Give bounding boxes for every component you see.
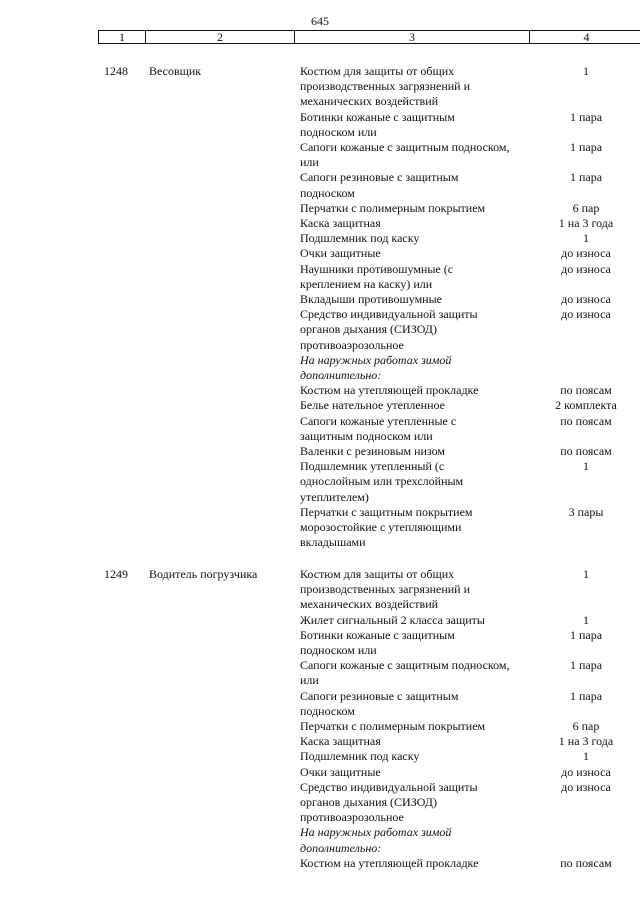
item-row — [0, 246, 640, 261]
item-name: Подшлемник утепленный (с однослойным или трехслойным утеплителем) — [300, 459, 464, 504]
column-header-row — [98, 30, 640, 44]
item-row — [0, 825, 640, 855]
item-name: Очки защитные — [300, 764, 381, 779]
item-quantity: 1 — [583, 64, 589, 78]
item-quantity: 1 пара — [569, 170, 603, 185]
item-name: Сапоги кожаные утепленные с защитным подноском или — [300, 413, 457, 443]
item-row — [0, 734, 640, 749]
item-row — [0, 307, 640, 353]
item-quantity: до износа — [561, 246, 611, 261]
column-header-1: 1 — [119, 30, 125, 44]
section-note: На наружных работах зимой дополнительно: — [300, 825, 452, 855]
entry-job-title: Весовщик — [149, 64, 202, 78]
item-quantity: 1 на 3 года — [558, 216, 614, 231]
item-row — [0, 613, 640, 628]
item-name: Сапоги резиновые с защитным подноском — [300, 170, 459, 200]
item-quantity: 6 пар — [572, 200, 600, 215]
column-header-3: 3 — [409, 30, 415, 44]
item-name: Очки защитные — [300, 246, 381, 261]
item-quantity: 1 — [583, 567, 589, 581]
item-name: Жилет сигнальный 2 класса защиты — [300, 612, 485, 627]
section-note: На наружных работах зимой дополнительно: — [300, 352, 452, 383]
item-quantity: до износа — [561, 779, 611, 794]
item-row — [0, 765, 640, 780]
item-name: Каска защитная — [300, 734, 381, 749]
item-row — [0, 749, 640, 764]
item-name: Средство индивидуальной защиты органов дыхания (СИЗОД) противоаэрозольное — [300, 307, 478, 352]
item-row — [0, 262, 640, 292]
item-name: Перчатки с полимерным покрытием — [300, 719, 486, 734]
item-row — [0, 459, 640, 505]
item-name: Сапоги кожаные с защитным подноском, или — [300, 658, 510, 688]
item-name: Костюм на утепляющей прокладке — [300, 383, 479, 398]
item-quantity: до износа — [561, 764, 611, 779]
item-name: Каска защитная — [300, 216, 381, 231]
item-quantity: до износа — [561, 307, 611, 322]
item-row — [0, 216, 640, 231]
item-row — [0, 353, 640, 383]
item-name: Ботинки кожаные с защитным подноском или — [300, 627, 455, 658]
item-quantity: 1 — [583, 459, 589, 474]
item-quantity: 1 пара — [569, 658, 603, 673]
item-name: Костюм на утепляющей прокладке — [300, 855, 479, 870]
item-quantity: 6 пар — [572, 719, 600, 734]
entry-job-title: Водитель погрузчика — [149, 567, 258, 581]
item-row — [0, 231, 640, 246]
item-row — [0, 628, 640, 658]
item-quantity: до износа — [561, 292, 611, 307]
item-name: Валенки с резиновым низом — [300, 444, 446, 459]
item-row — [0, 567, 640, 613]
item-row — [0, 292, 640, 307]
item-name: Средство индивидуальной защиты органов дыхания (СИЗОД) противоаэрозольное — [300, 779, 478, 825]
item-name: Костюм для защиты от общих производственных загрязнений и механических воздействий — [300, 64, 471, 109]
item-quantity: по поясам — [560, 413, 612, 428]
item-name: Сапоги кожаные с защитным подноском, или — [300, 140, 510, 170]
column-header-2: 2 — [217, 30, 223, 44]
item-row — [0, 719, 640, 734]
item-name: Костюм для защиты от общих производственных загрязнений и механических воздействий — [300, 567, 471, 612]
item-name: Сапоги резиновые с защитным подноском — [300, 688, 459, 718]
entry-number: 1248 — [104, 64, 128, 78]
item-quantity: по поясам — [560, 855, 612, 870]
item-quantity: 1 — [583, 612, 589, 627]
item-name: Подшлемник под каску — [300, 749, 420, 764]
item-quantity: по поясам — [560, 383, 612, 398]
item-quantity: 1 пара — [569, 140, 603, 155]
item-name: Перчатки с защитным покрытием морозостойкие с утепляющими вкладышами — [300, 504, 473, 550]
item-name: Наушники противошумные (с креплением на каску) или — [300, 261, 454, 291]
item-quantity: 1 на 3 года — [558, 734, 614, 749]
item-row — [0, 140, 640, 170]
item-quantity: 1 пара — [569, 688, 603, 703]
item-name: Вкладыши противошумные — [300, 292, 442, 307]
item-quantity: 1 — [583, 749, 589, 764]
item-row — [0, 414, 640, 444]
item-row — [0, 201, 640, 216]
item-row — [0, 383, 640, 398]
item-name: Подшлемник под каску — [300, 231, 420, 246]
item-row — [0, 505, 640, 551]
item-row — [0, 658, 640, 688]
column-header-4: 4 — [583, 30, 590, 44]
item-quantity: до износа — [561, 261, 611, 276]
item-name: Белье нательное утепленное — [300, 398, 445, 413]
item-quantity: 1 — [583, 231, 589, 246]
item-row — [0, 780, 640, 826]
item-row — [0, 398, 640, 413]
item-row — [0, 444, 640, 459]
item-row — [0, 110, 640, 140]
item-quantity: 1 пара — [569, 627, 603, 642]
item-quantity: 2 комплекта — [555, 398, 617, 413]
page-number: 645 — [311, 14, 329, 28]
item-name: Ботинки кожаные с защитным подноском или — [300, 109, 455, 139]
item-name: Перчатки с полимерным покрытием — [300, 200, 486, 215]
item-list — [0, 64, 640, 551]
item-list — [0, 567, 640, 871]
item-quantity: 3 пары — [568, 504, 604, 519]
entry-number: 1249 — [104, 567, 128, 581]
item-row — [0, 856, 640, 871]
item-row — [0, 64, 640, 110]
item-row — [0, 689, 640, 719]
item-quantity: по поясам — [560, 444, 612, 459]
item-quantity: 1 пара — [569, 109, 603, 124]
item-row — [0, 170, 640, 200]
